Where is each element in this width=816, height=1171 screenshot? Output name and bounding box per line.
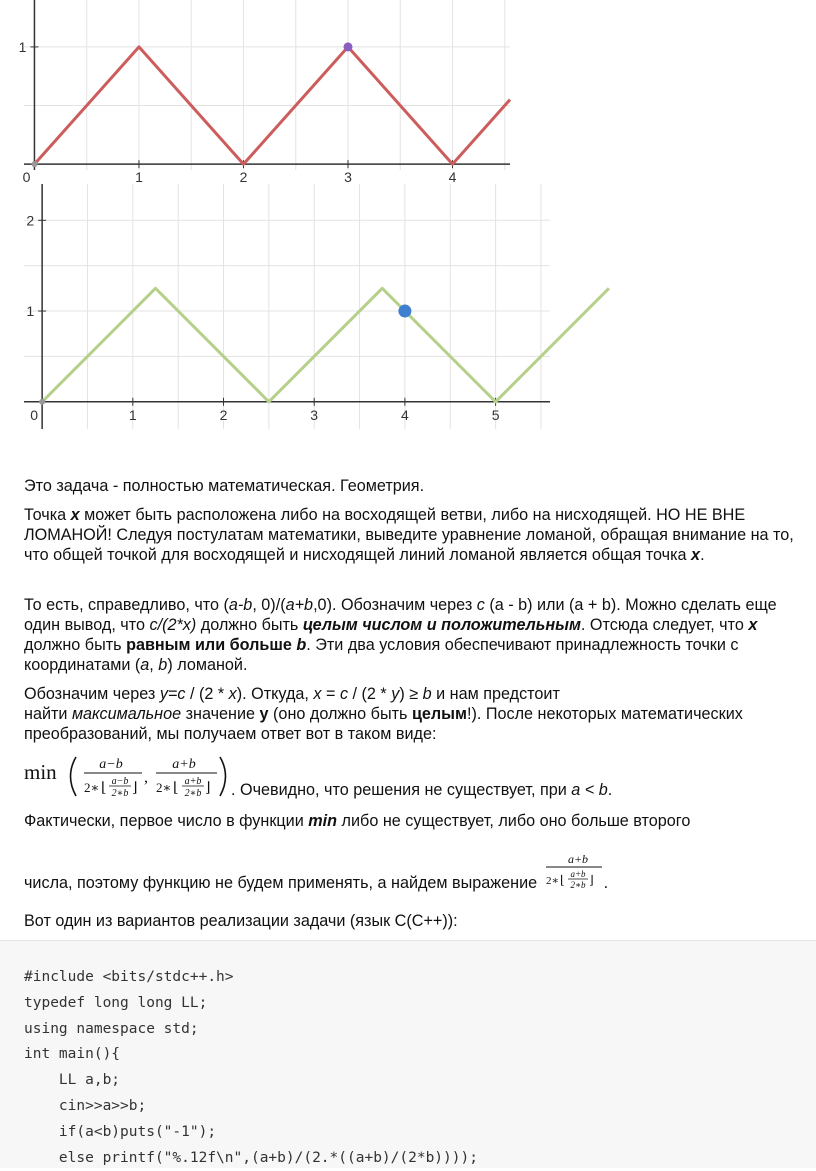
- paragraph-point-x: Точка x может быть расположена либо на восходящей ветви, либо на нисходящей. НО НЕ ВНЕ ЛОМАНОЙ! Следуя постулатам математики, выведите уравнение ломаной, обращая внимание на то, что общей точкой для восходящей и нисходящей линий ломаной является общая точка x.: [24, 506, 794, 564]
- x-tick-label: 3: [310, 406, 319, 423]
- final-floor-right: ⌋: [588, 873, 594, 887]
- highlight-point: [398, 305, 411, 318]
- formula-comma: ,: [144, 769, 148, 786]
- x-tick-label: 3: [344, 169, 352, 186]
- y-tick-label: 2: [26, 212, 35, 229]
- frac1-inner-num: a−b: [111, 776, 129, 787]
- frac1-floor-right: ⌋: [132, 781, 138, 796]
- paragraph-y-definition: Обозначим через y=c / (2 * x). Откуда, x = c / (2 * y) ≥ b и нам предстоит найти максимальное значение y (оно должно быть целым!). После некоторых математических преобразований, мы получаем ответ вот в таком виде:: [24, 685, 743, 743]
- x-tick-label: 4: [448, 169, 457, 186]
- y-tick-label: 1: [26, 303, 35, 320]
- x-tick-label: 2: [239, 169, 248, 186]
- frac2-den-prefix: 2∗: [156, 780, 172, 795]
- series-line: [42, 288, 609, 401]
- formula-caption: . Очевидно, что решения не существует, при a < b.: [231, 781, 613, 799]
- min-label: min: [24, 760, 57, 784]
- code-block: [0, 940, 816, 1168]
- x-tick-label: 5: [491, 406, 500, 423]
- left-paren: [71, 757, 77, 796]
- frac2-inner-den: 2∗b: [184, 788, 202, 799]
- origin-point: [39, 399, 45, 405]
- frac1-floor-left: ⌊: [101, 781, 107, 796]
- paragraph-intro: Это задача - полностью математическая. Геометрия.: [24, 477, 425, 495]
- highlight-point: [344, 42, 353, 51]
- frac1-inner-den: 2∗b: [111, 788, 129, 799]
- paragraph-implementation: Вот один из вариантов реализации задачи (язык C(C++)):: [24, 912, 458, 930]
- final-frac-numerator: a+b: [567, 852, 588, 866]
- paragraph-min-explanation: Фактически, первое число в функции min либо не существует, либо оно больше второго: [24, 812, 691, 830]
- x-tick-label: 4: [400, 406, 409, 423]
- right-paren: [220, 757, 226, 796]
- y-tick-label: 1: [18, 38, 27, 55]
- final-inner-num: a+b: [570, 869, 586, 879]
- paragraph-conditions: То есть, справедливо, что (a-b, 0)/(a+b,0). Обозначим через c (a - b) или (a + b). Можно сделать еще один вывод, что c/(2*x) должно быть целым числом и положительным. Отсюда следует, что x должно быть равным или больше b. Эти два условия обеспечивают принадлежность точки с координатами (a, b) ломаной.: [24, 596, 777, 674]
- final-floor-left: ⌊: [559, 873, 565, 887]
- paragraph-final-expression: числа, поэтому функцию не будем применять, а найдем выражение a+b 2∗ ⌊ a+b 2∗b ⌋ .: [24, 852, 609, 892]
- frac2-floor-left: ⌊: [173, 781, 179, 796]
- frac2-numerator: a+b: [172, 757, 196, 772]
- x-tick-label: 0: [30, 406, 39, 423]
- frac1-den-prefix: 2∗: [84, 780, 100, 795]
- origin-point: [31, 161, 37, 167]
- final-inner-den: 2∗b: [570, 880, 586, 890]
- x-tick-label: 0: [22, 169, 31, 186]
- final-fraction: [542, 852, 604, 892]
- frac1-numerator: a−b: [99, 757, 123, 772]
- frac2-inner-num: a+b: [184, 776, 202, 787]
- graph-zigzag-red: [18, 0, 510, 186]
- x-tick-label: 2: [219, 406, 228, 423]
- code-content: #include <bits/stdc++.h> typedef long long LL; using namespace std; int main(){ LL a,b; cin>>a>>b; if(a<b)puts("-1"); else printf("%.12f\n",(a+b)/(2.*((a+b)/(2*b))));: [24, 969, 478, 1166]
- min-formula: [24, 752, 804, 802]
- x-tick-label: 1: [135, 169, 143, 186]
- graph-zigzag-green: [24, 184, 550, 434]
- frac2-floor-right: ⌋: [205, 781, 211, 796]
- final-frac-den-prefix: 2∗: [545, 875, 559, 887]
- x-tick-label: 1: [128, 406, 137, 423]
